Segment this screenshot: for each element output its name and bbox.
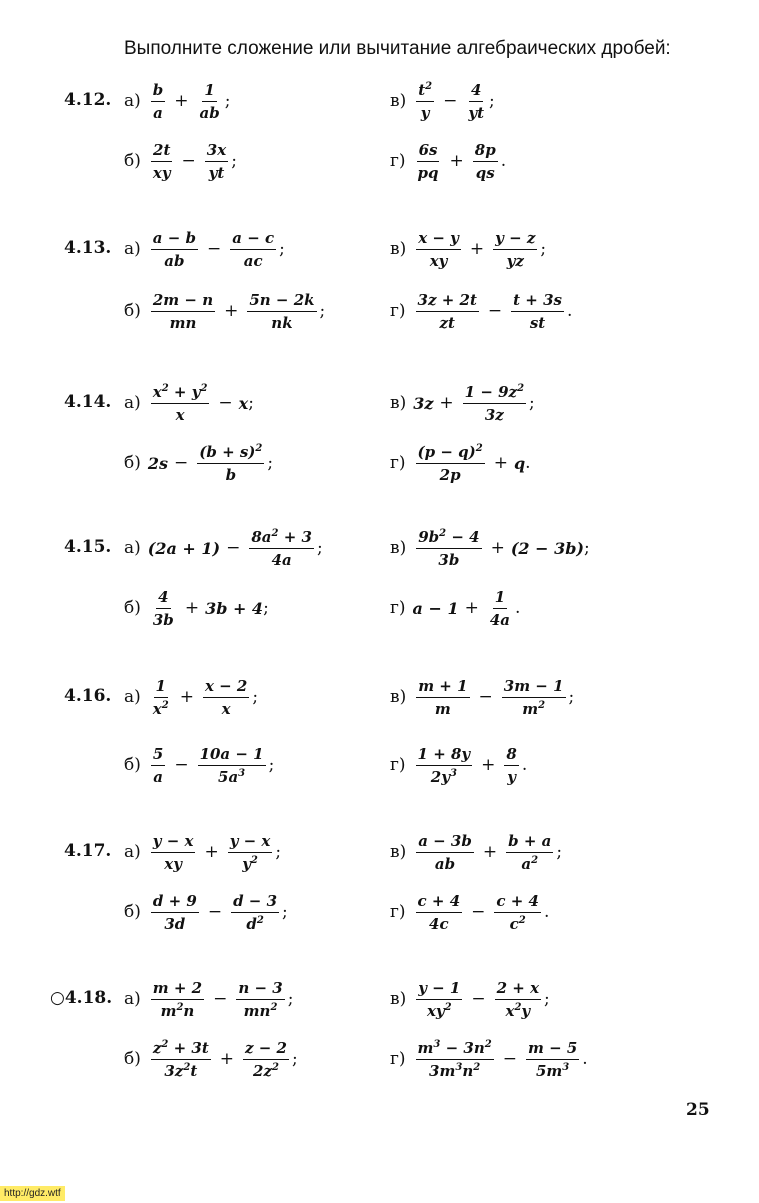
problem-number: 4.15. (64, 537, 112, 557)
exercise-4-12-b: б) $\frac{2t}{xy}$ − $\frac{3x}{yt}$ ; (124, 140, 237, 182)
problem-number: 4.12. (64, 90, 112, 110)
exercise-4-13-g: г) $\frac{3z + 2t}{zt}$ − $\frac{t + 3s}{st}$ . (390, 290, 573, 332)
exercise-4-16-g: г) $\frac{1 + 8y}{2y^3}$ + $\frac{8}{y}$ . (390, 744, 528, 786)
watermark-link[interactable]: http://gdz.wtf (0, 1186, 65, 1201)
exercise-4-18-a: а) $\frac{m + 2}{m^2n}$ − $\frac{n - 3}{mn^2}$ ; (124, 978, 294, 1020)
exercise-4-13-b: б) $\frac{2m - n}{mn}$ + $\frac{5n - 2k}{nk}$ ; (124, 290, 326, 332)
problem-number: 4.14. (64, 392, 112, 412)
problem-number: 4.13. (64, 238, 112, 258)
exercise-4-14-g: г) $\frac{(p - q)^2}{2p}$ + q . (390, 442, 531, 484)
exercise-4-15-v: в) $\frac{9b^2 - 4}{3b}$ + (2 − 3b) ; (390, 527, 590, 569)
page-number: 25 (686, 1100, 710, 1120)
exercise-4-17-b: б) $\frac{d + 9}{3d}$ − $\frac{d - 3}{d^2}$ ; (124, 891, 288, 933)
exercise-4-13-v: в) $\frac{x - y}{xy}$ + $\frac{y - z}{yz}$ ; (390, 228, 547, 270)
exercise-4-18-g: г) $\frac{m^3 - 3n^2}{3m^3n^2}$ − $\frac{m - 5}{5m^3}$ . (390, 1038, 588, 1080)
exercise-4-17-v: в) $\frac{a - 3b}{ab}$ + $\frac{b + a}{a^2}$ ; (390, 831, 563, 873)
exercise-4-18-b: б) $\frac{z^2 + 3t}{3z^2t}$ + $\frac{z - 2}{2z^2}$ ; (124, 1038, 298, 1080)
exercise-4-15-a: а) (2a + 1) − $\frac{8a^2 + 3}{4a}$ ; (124, 527, 323, 569)
exercise-4-15-b: б) $\frac{4}{3b}$ + 3b + 4 ; (124, 587, 269, 629)
problem-number: ○4.18. (50, 988, 113, 1008)
exercise-4-17-a: а) $\frac{y - x}{xy}$ + $\frac{y - x}{y^2}$ ; (124, 831, 282, 873)
exercise-4-14-a: а) $\frac{x^2 + y^2}{x}$ − x ; (124, 382, 254, 424)
exercise-4-14-v: в) 3z + $\frac{1 - 9z^2}{3z}$ ; (390, 382, 535, 424)
exercise-4-16-a: а) $\frac{1}{x^2}$ + $\frac{x - 2}{x}$ ; (124, 676, 259, 718)
exercise-4-12-a: а) $\frac{b}{a}$ + $\frac{1}{ab}$ ; (124, 80, 231, 122)
exercise-4-14-b: б) 2s − $\frac{(b + s)^2}{b}$ ; (124, 442, 274, 484)
exercise-4-17-g: г) $\frac{c + 4}{4c}$ − $\frac{c + 4}{c^2}$ . (390, 891, 550, 933)
exercise-4-18-v: в) $\frac{y - 1}{xy^2}$ − $\frac{2 + x}{x^2y}$ ; (390, 978, 550, 1020)
problem-number: 4.17. (64, 841, 112, 861)
exercise-4-16-b: б) $\frac{5}{a}$ − $\frac{10a - 1}{5a^3}$ ; (124, 744, 275, 786)
exercise-4-12-v: в) $\frac{t^2}{y}$ − $\frac{4}{yt}$ ; (390, 80, 495, 122)
problem-number: 4.16. (64, 686, 112, 706)
exercise-4-13-a: а) $\frac{a - b}{ab}$ − $\frac{a - c}{ac}$ ; (124, 228, 285, 270)
page-heading: Выполните сложение или вычитание алгебраических дробей: (124, 38, 671, 59)
exercise-4-12-g: г) $\frac{6s}{pq}$ + $\frac{8p}{qs}$ . (390, 140, 507, 182)
exercise-4-15-g: г) a − 1 + $\frac{1}{4a}$ . (390, 587, 521, 629)
exercise-4-16-v: в) $\frac{m + 1}{m}$ − $\frac{3m - 1}{m^2}$ ; (390, 676, 575, 718)
